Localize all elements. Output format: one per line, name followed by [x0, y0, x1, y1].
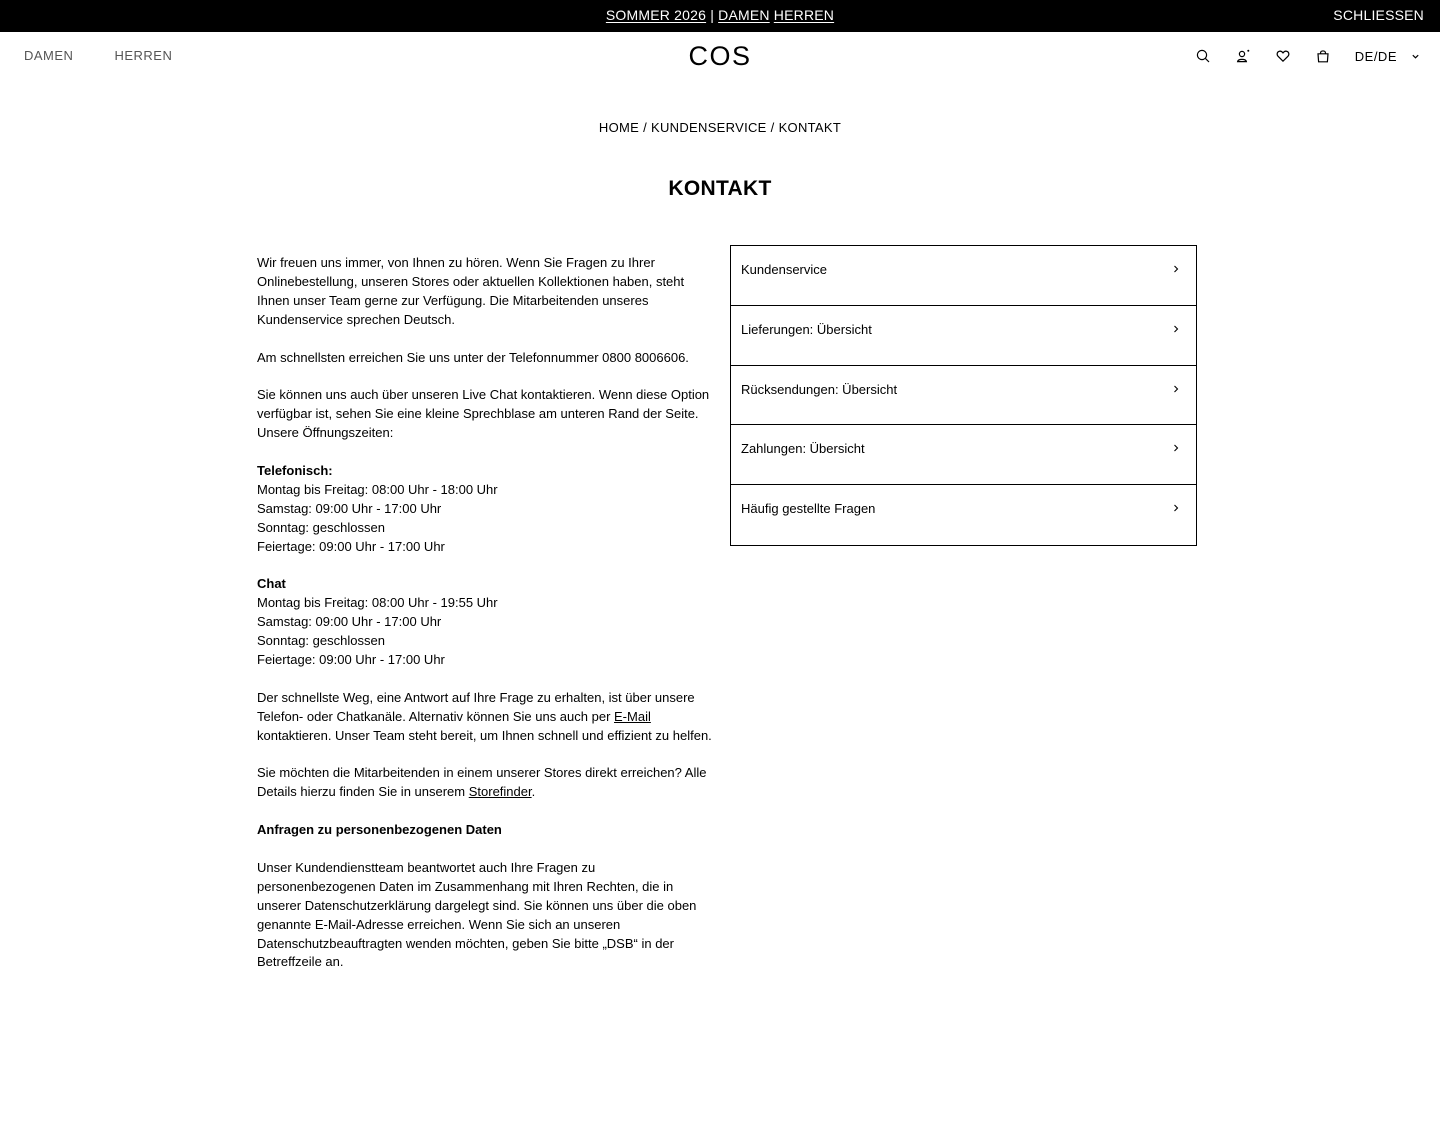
promo-links	[0, 7, 1440, 23]
chat-hours-line: Samstag: 09:00 Uhr - 17:00 Uhr	[257, 614, 442, 630]
phone-hours-line: Samstag: 09:00 Uhr - 17:00 Uhr	[257, 500, 442, 516]
chevron-right-icon	[1172, 444, 1180, 452]
contact-content	[257, 254, 713, 991]
fastest-way-text-start: Der schnellste Weg, eine Antwort auf Ihre Frage zu erhalten, ist über unsere Telefon- oder Chatkanäle. Alternativ können Sie uns auch per	[257, 689, 695, 724]
chevron-right-icon	[1172, 504, 1180, 512]
help-link-zahlungen[interactable]	[731, 425, 1196, 485]
shopping-bag-button[interactable]	[1303, 46, 1343, 66]
fastest-way-text-end: kontaktieren. Unser Team steht bereit, um Ihnen schnell und effizient zu helfen.	[257, 727, 712, 743]
promo-close-button[interactable]: SCHLIESSEN	[1333, 7, 1424, 23]
privacy-heading	[257, 821, 713, 840]
help-link-ruecksendungen[interactable]	[731, 366, 1196, 426]
breadcrumb-current: KONTAKT	[778, 120, 842, 135]
privacy-heading-text: Anfragen zu personenbezogenen Daten	[257, 822, 502, 838]
chevron-right-icon	[1172, 325, 1180, 333]
phone-hours-heading: Telefonisch:	[257, 462, 333, 478]
phone-hours	[257, 462, 713, 557]
fastest-way-text	[257, 689, 713, 746]
phone-hours-line: Montag bis Freitag: 08:00 Uhr - 18:00 Uhr	[257, 481, 498, 497]
help-link-label: Rücksendungen: Übersicht	[741, 381, 898, 397]
nav-damen[interactable]: DAMEN	[24, 48, 74, 63]
hours-intro: Unsere Öffnungszeiten:	[257, 425, 394, 441]
store-text-end: .	[531, 784, 536, 800]
account-button[interactable]	[1223, 46, 1263, 66]
chat-hours-line: Montag bis Freitag: 08:00 Uhr - 19:55 Uhr	[257, 595, 498, 611]
account-icon	[1236, 49, 1250, 63]
chat-hours	[257, 575, 713, 670]
help-links-box	[730, 245, 1197, 546]
breadcrumb	[0, 120, 1440, 135]
wishlist-heart-icon	[1276, 49, 1290, 63]
promo-bar	[0, 0, 1440, 32]
search-button[interactable]	[1183, 46, 1223, 66]
phone-hours-line: Sonntag: geschlossen	[257, 519, 385, 535]
breadcrumb-separator: /	[770, 120, 775, 135]
storefinder-link[interactable]: Storefinder	[468, 784, 532, 800]
promo-separator: |	[710, 7, 715, 23]
promo-link-herren[interactable]: HERREN	[773, 7, 835, 23]
breadcrumb-kundenservice[interactable]: KUNDENSERVICE	[651, 120, 767, 135]
intro-text: Wir freuen uns immer, von Ihnen zu hören. Wenn Sie Fragen zu Ihrer Onlinebestellung, unseren Stores oder aktuellen Kollektionen haben, steht Ihnen unser Team gerne zur Verfügung. Die Mitarbeitenden unseres Kundenservice sprechen Deutsch.	[257, 255, 685, 327]
store-text	[257, 764, 713, 802]
logo[interactable]: COS	[688, 41, 752, 71]
page-title: KONTAKT	[668, 177, 772, 200]
breadcrumb-home[interactable]: HOME	[598, 120, 640, 135]
phone-hours-line: Feiertage: 09:00 Uhr - 17:00 Uhr	[257, 538, 445, 554]
chat-hours-heading: Chat	[257, 576, 286, 592]
help-link-label: Zahlungen: Übersicht	[741, 441, 865, 457]
help-link-faq[interactable]	[731, 485, 1196, 545]
help-link-label: Kundenservice	[741, 262, 827, 277]
breadcrumb-separator: /	[643, 120, 648, 135]
locale-selector[interactable]	[1355, 49, 1420, 64]
search-icon	[1196, 49, 1210, 63]
site-header	[0, 32, 1440, 80]
chat-hours-line: Sonntag: geschlossen	[257, 633, 385, 649]
nav-herren[interactable]: HERREN	[114, 48, 173, 63]
shopping-bag-icon	[1316, 49, 1330, 63]
email-link[interactable]: E-Mail	[614, 708, 651, 724]
chat-info-text: Sie können uns auch über unseren Live Chat kontaktieren. Wenn diese Option verfügbar ist, sehen Sie eine kleine Sprechblase am unteren Rand der Seite.	[257, 387, 710, 422]
chevron-right-icon	[1172, 385, 1180, 393]
help-link-kundenservice[interactable]	[731, 246, 1196, 306]
help-link-label: Lieferungen: Übersicht	[741, 321, 872, 337]
privacy-text: Unser Kundendienstteam beantwortet auch Ihre Fragen zu personenbezogenen Daten im Zusammenhang mit Ihren Rechten, die in unserer Datenschutzerklärung dargelegt sind. Sie können uns über die oben genannte E-Mail-Adresse erreichen. Wenn Sie sich an unseren Datenschutzbeauftragten wenden möchten, geben Sie bitte „DSB“ in der Betreffzeile an.	[257, 859, 697, 970]
help-link-lieferungen[interactable]	[731, 306, 1196, 366]
phone-text: Am schnellsten erreichen Sie uns unter der Telefonnummer 0800 8006606.	[257, 349, 689, 365]
promo-link-damen[interactable]: DAMEN	[718, 7, 770, 23]
wishlist-button[interactable]	[1263, 46, 1303, 66]
chat-hours-line: Feiertage: 09:00 Uhr - 17:00 Uhr	[257, 651, 445, 667]
header-icons	[1183, 46, 1420, 66]
chevron-down-icon	[1411, 52, 1420, 61]
chevron-right-icon	[1172, 265, 1180, 273]
promo-link-sommer[interactable]: SOMMER 2026	[605, 7, 707, 23]
help-link-label: Häufig gestellte Fragen	[741, 501, 876, 517]
locale-label: DE/DE	[1354, 48, 1397, 64]
store-text-start: Sie möchten die Mitarbeitenden in einem unserer Stores direkt erreichen? Alle Details hierzu finden Sie in unserem	[257, 765, 707, 800]
